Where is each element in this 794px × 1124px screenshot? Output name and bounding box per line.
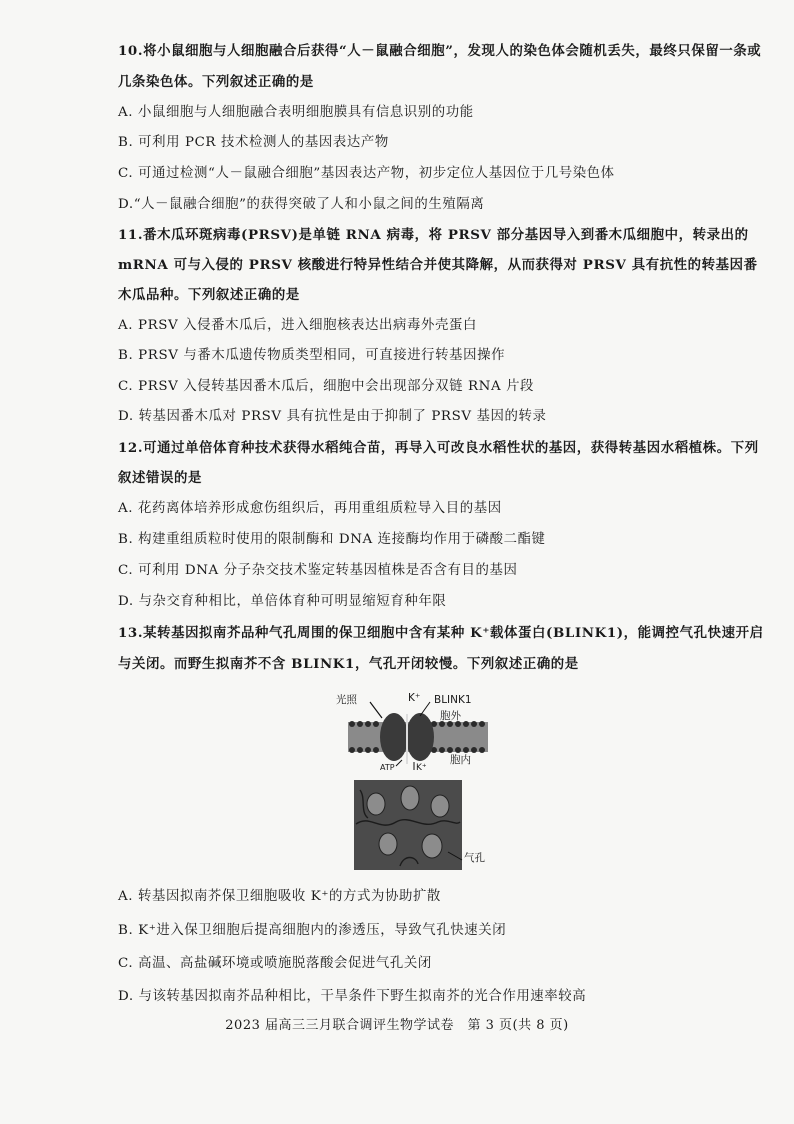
q10-stem-line2: 几条染色体。下列叙述正确的是	[118, 74, 314, 90]
q12-option-d: D. 与杂交育种相比，单倍体育种可明显缩短育种年限	[118, 594, 447, 609]
q11-stem-line1: 11.番木瓜环斑病毒(PRSV)是单链 RNA 病毒，将 PRSV 部分基因导入到番木瓜细胞中，转录出的	[118, 227, 749, 243]
q11-stem-line2: mRNA 可与入侵的 PRSV 核酸进行特异性结合并使其降解，从而获得对 PRSV 具有抗性的转基因番	[118, 257, 758, 273]
blink1-label: BLINK1	[434, 694, 472, 706]
q10-option-c: C. 可通过检测“人－鼠融合细胞”基因表达产物，初步定位人基因位于几号染色体	[118, 166, 615, 181]
q11-option-b: B. PRSV 与番木瓜遗传物质类型相同，可直接进行转基因操作	[118, 348, 506, 363]
k-plus-bottom-label: K⁺	[416, 763, 427, 773]
light-label: 光照	[336, 694, 357, 706]
blink-pointer	[420, 702, 430, 716]
atp-arrow	[396, 760, 402, 766]
q12-stem-line1: 12.可通过单倍体育种技术获得水稻纯合苗，再导入可改良水稻性状的基因，获得转基因水稻植株。下列	[118, 440, 759, 456]
q13-option-d: D. 与该转基因拟南芥品种相比，干旱条件下野生拟南芥的光合作用速率较高	[118, 989, 587, 1004]
q13-option-a: A. 转基因拟南芥保卫细胞吸收 K⁺的方式为协助扩散	[118, 889, 441, 904]
k-plus-top-label: K⁺	[408, 692, 421, 704]
stoma-label: 气孔	[464, 852, 485, 864]
page-footer: 2023 届高三三月联合调评生物学试卷 第 3 页(共 8 页)	[225, 1018, 569, 1033]
membrane-diagram	[330, 694, 500, 874]
q13-option-c: C. 高温、高盐碱环境或喷施脱落酸会促进气孔关闭	[118, 956, 432, 971]
outside-label: 胞外	[440, 710, 461, 722]
q12-option-c: C. 可利用 DNA 分子杂交技术鉴定转基因植株是否含有目的基因	[118, 563, 518, 578]
blink1-protein-right	[406, 713, 434, 761]
q13-option-b: B. K⁺进入保卫细胞后提高细胞内的渗透压，导致气孔快速关闭	[118, 923, 507, 938]
q10-option-b: B. 可利用 PCR 技术检测人的基因表达产物	[118, 135, 389, 150]
q13-stem-line1: 13.某转基因拟南芥品种气孔周围的保卫细胞中含有某种 K⁺载体蛋白(BLINK1)，能调控气孔快速开启	[118, 625, 764, 641]
light-arrow	[370, 702, 382, 718]
q12-stem-line2: 叙述错误的是	[118, 470, 202, 486]
q11-option-c: C. PRSV 入侵转基因番木瓜后，细胞中会出现部分双链 RNA 片段	[118, 379, 535, 394]
q12-option-a: A. 花药离体培养形成愈伤组织后，再用重组质粒导入目的基因	[118, 501, 502, 516]
inside-label: 胞内	[450, 754, 471, 766]
q11-option-a: A. PRSV 入侵番木瓜后，进入细胞核表达出病毒外壳蛋白	[118, 318, 477, 333]
q10-option-d: D.“人－鼠融合细胞”的获得突破了人和小鼠之间的生殖隔离	[118, 197, 485, 212]
q10-stem-line1: 10.将小鼠细胞与人细胞融合后获得“人－鼠融合细胞”，发现人的染色体会随机丢失，最终只保留一条或	[118, 43, 762, 59]
q10-option-a: A. 小鼠细胞与人细胞融合表明细胞膜具有信息识别的功能	[118, 105, 474, 120]
q11-stem-line3: 木瓜品种。下列叙述正确的是	[118, 287, 300, 303]
q11-option-d: D. 转基因番木瓜对 PRSV 具有抗性是由于抑制了 PRSV 基因的转录	[118, 409, 547, 424]
q13-stem-line2: 与关闭。而野生拟南芥不含 BLINK1，气孔开闭较慢。下列叙述正确的是	[118, 656, 579, 672]
guard-cell-figure	[330, 694, 500, 874]
atp-label: ATP	[380, 763, 395, 772]
blink1-protein-left	[380, 713, 408, 761]
q12-option-b: B. 构建重组质粒时使用的限制酶和 DNA 连接酶均作用于磷酸二酯键	[118, 532, 546, 547]
